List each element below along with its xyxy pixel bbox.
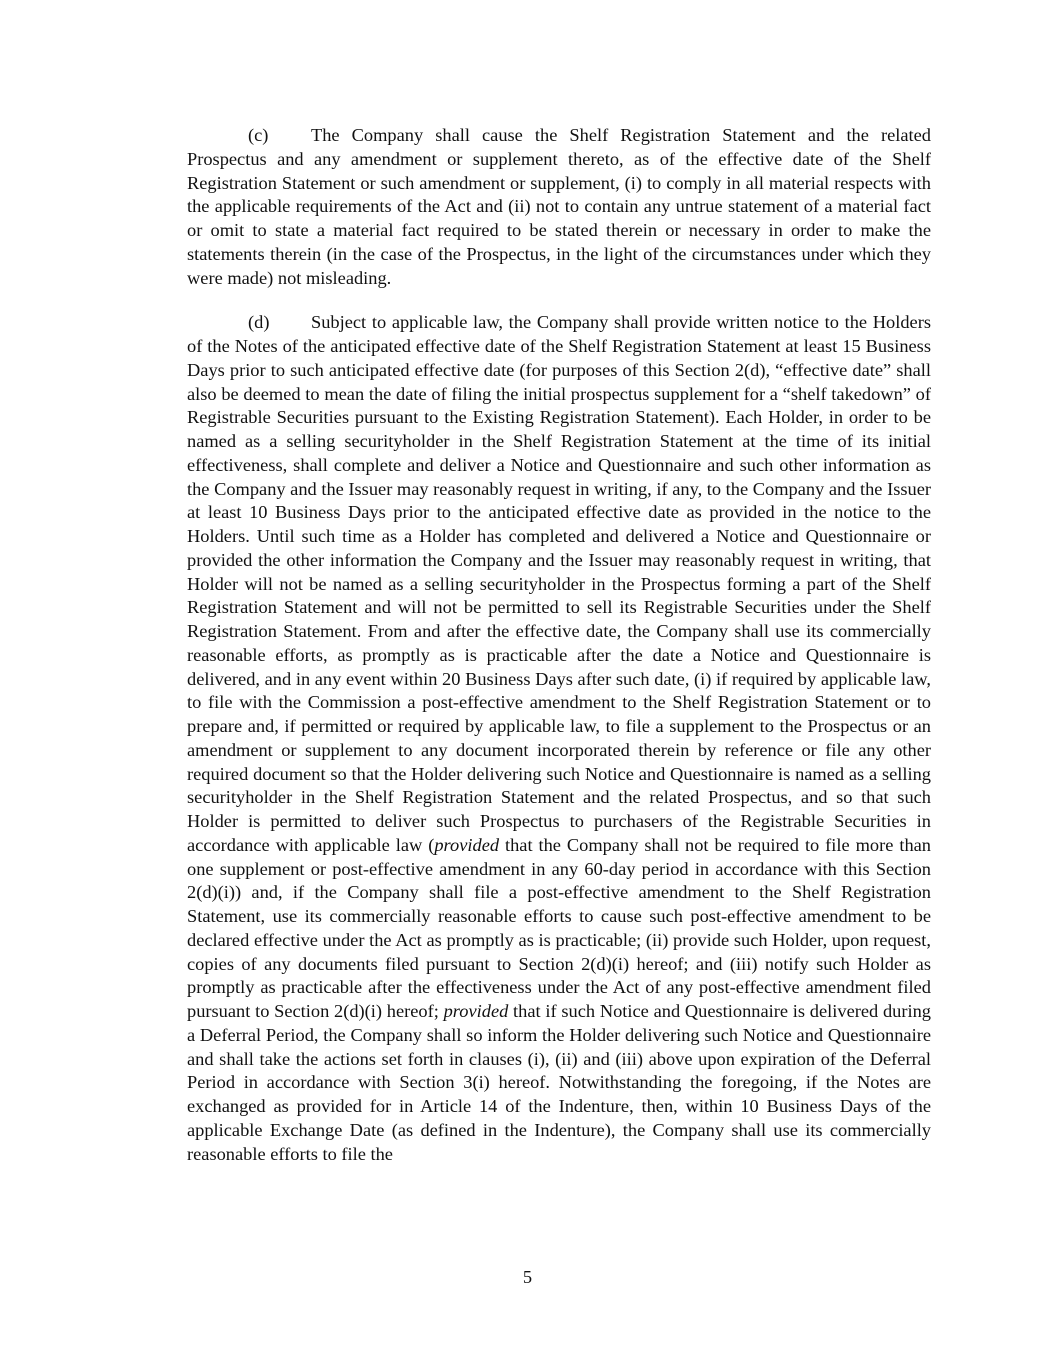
document-body xyxy=(187,124,931,1187)
paragraph-d xyxy=(187,311,931,1166)
paragraph-d-label: (d) xyxy=(248,312,270,333)
paragraph-c xyxy=(187,124,931,290)
page-number: 5 xyxy=(522,1267,533,1287)
paragraph-d-text-part3: that if such Notice and Questionnaire is delivered during a Deferral Period, the Company shall so inform the Holder delivering such Notice and Questionnaire and shall take the actions set forth in clauses (i), (ii) and (iii) above upon expiration of the Deferral Period in accordance with Section 3(i) hereof. Notwithstanding the foregoing, if the Notes are exchanged as provided for in Article 14 of the Indenture, then, within 10 Business Days of the applicable Exchange Date (as defined in the Indenture), the Company shall use its commercially reasonable efforts to file the xyxy=(187,1001,931,1164)
paragraph-c-label: (c) xyxy=(248,125,269,145)
paragraph-c-text: The Company shall cause the Shelf Registration Statement and the related Prospectus and any amendment or supplement thereto, as of the effective date of the Shelf Registration Statement or such amendment or supplement, (i) to comply in all material respects with the applicable requirements of the Act and (ii) not to contain any untrue statement of a material fact or omit to state a material fact required to be stated therein or necessary in order to make the statements therein (in the case of the Prospectus, in the light of the circumstances under which they were made) not misleading. xyxy=(187,125,931,288)
paragraph-d-italic-provided-2: provided xyxy=(443,1001,509,1021)
paragraph-d-text-part1: Subject to applicable law, the Company shall provide written notice to the Holders of the Notes of the anticipated effective date of the Shelf Registration Statement at least 15 Business Days prior to such anticipated effective date (for purposes of this Section 2(d), “effective date” shall also be deemed to mean the date of filing the initial prospectus supplement for a “shelf takedown” of Registrable Securities pursuant to the Existing Registration Statement). Each Holder, in order to be named as a selling securityholder in the Shelf Registration Statement at the time of its initial effectiveness, shall complete and deliver a Notice and Questionnaire and such other information as the Company and the Issuer may reasonably request in writing, if any, to the Company and the Issuer at least 10 Business Days prior to the anticipated effective date as provided in the notice to the Holders. Until such time as a Holder has completed and delivered a Notice and Questionnaire or provided the other information the Company and the Issuer may reasonably request in writing, that Holder will not be named as a selling securityholder in the Prospectus forming a part of the Shelf Registration Statement and will not be permitted to sell its Registrable Securities under the Shelf Registration Statement. From and after the effective date, the Company shall use its commercially reasonable efforts, as promptly as is practicable after the date a Notice and Questionnaire is delivered, and in any event within 20 Business Days after such date, (i) if required by applicable law, to file with the Commission a post-effective amendment to the Shelf Registration Statement or to prepare and, if permitted or required by applicable law, to file a supplement to the Prospectus or an amendment or supplement to any document incorporated therein by reference or file any other required document so that the Holder delivering such Notice and Questionnaire is named as a selling securityholder in the Shelf Registration Statement and the related Prospectus, and so that such Holder is permitted to deliver such Prospectus to purchasers of the Registrable Securities in accordance with applicable law ( xyxy=(187,312,931,855)
paragraph-d-italic-provided-1: provided xyxy=(434,834,500,855)
paragraph-d-text-part2: that the Company shall not be required to file more than one supplement or post-effective amendment in any 60-day period in accordance with this Section 2(d)(i)) and, if the Company shall file a post-effective amendment to the Shelf Registration Statement, use its commercially reasonable efforts to cause such post-effective amendment to be declared effective under the Act as promptly as is practicable; (ii) provide such Holder, upon request, copies of any documents filed pursuant to Section 2(d)(i) hereof; and (iii) notify such Holder as promptly as practicable after the effectiveness under the Act of any post-effective amendment filed pursuant to Section 2(d)(i) hereof; xyxy=(187,834,931,1021)
